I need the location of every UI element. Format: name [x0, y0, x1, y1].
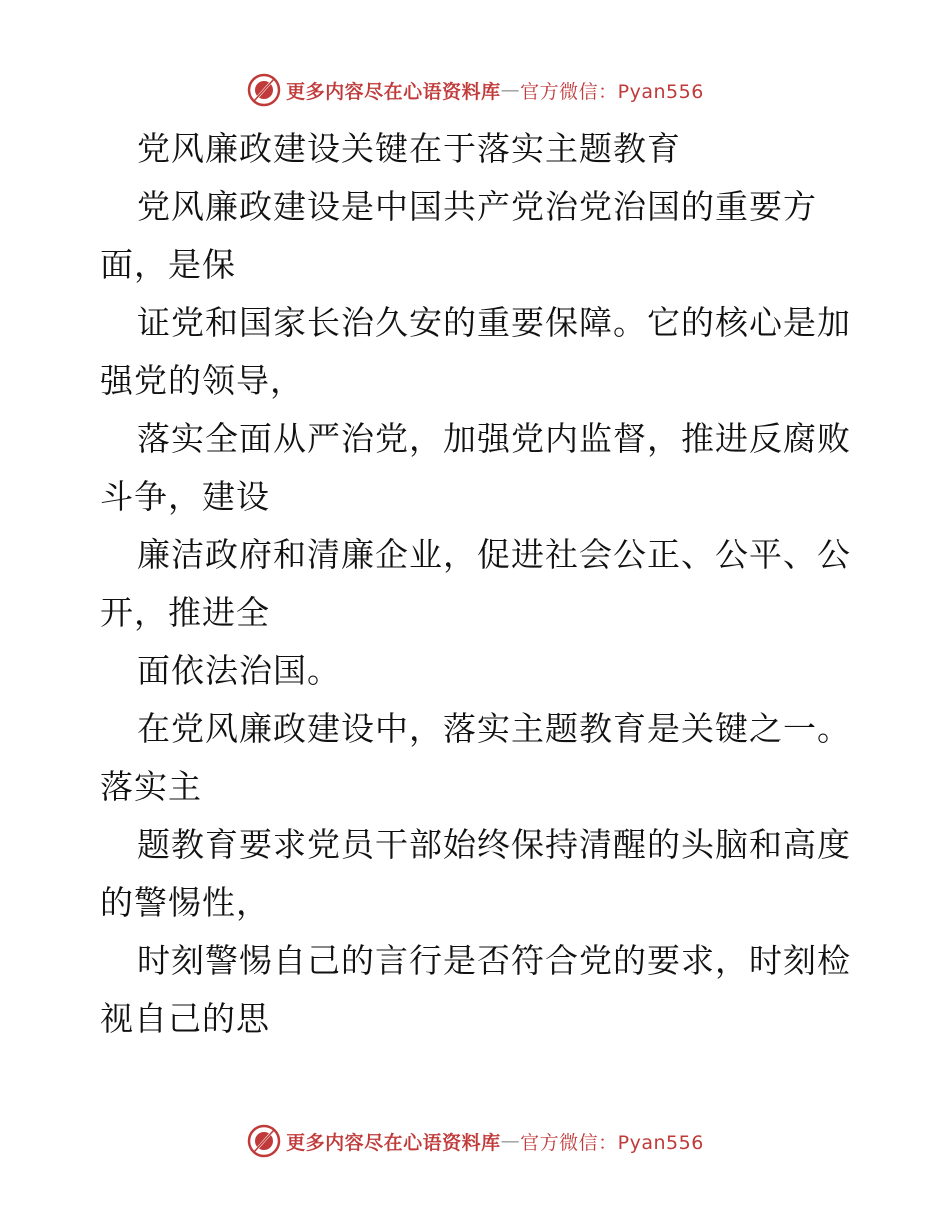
text-line: 面，是保	[100, 245, 236, 284]
header-watermark	[0, 72, 950, 108]
text-line: 落实主	[100, 767, 202, 806]
watermark-separator: —	[500, 1130, 521, 1152]
text-line: 落实全面从严治党，加强党内监督，推进反腐败	[137, 419, 851, 458]
text-line: 时刻警惕自己的言行是否符合党的要求，时刻检	[137, 941, 851, 980]
watermark-contact: 官方微信：Pyan556	[520, 80, 704, 103]
text-line: 视自己的思	[100, 999, 270, 1038]
footer-watermark	[0, 1123, 950, 1159]
text-line: 题教育要求党员干部始终保持清醒的头脑和高度	[137, 825, 851, 864]
text-line: 在党风廉政建设中，落实主题教育是关键之一。	[137, 709, 851, 748]
watermark-contact: 官方微信：Pyan556	[520, 1131, 704, 1154]
document-body	[100, 120, 860, 1048]
watermark-text: 更多内容尽在心语资料库	[286, 1131, 501, 1154]
watermark-separator: —	[500, 79, 521, 101]
seal-logo-icon	[246, 1123, 282, 1159]
watermark-text: 更多内容尽在心语资料库	[286, 80, 501, 103]
text-line: 强党的领导，	[100, 361, 304, 400]
text-line: 斗争，建设	[100, 477, 270, 516]
text-line: 的警惕性，	[100, 883, 270, 922]
text-line: 证党和国家长治久安的重要保障。它的核心是加	[137, 303, 851, 342]
text-line: 廉洁政府和清廉企业，促进社会公正、公平、公	[137, 535, 851, 574]
text-line: 开，推进全	[100, 593, 270, 632]
text-line: 党风廉政建设关键在于落实主题教育	[137, 129, 681, 168]
text-line: 面依法治国。	[137, 651, 341, 690]
seal-logo-icon	[246, 72, 282, 108]
text-line: 党风廉政建设是中国共产党治党治国的重要方	[137, 187, 817, 226]
